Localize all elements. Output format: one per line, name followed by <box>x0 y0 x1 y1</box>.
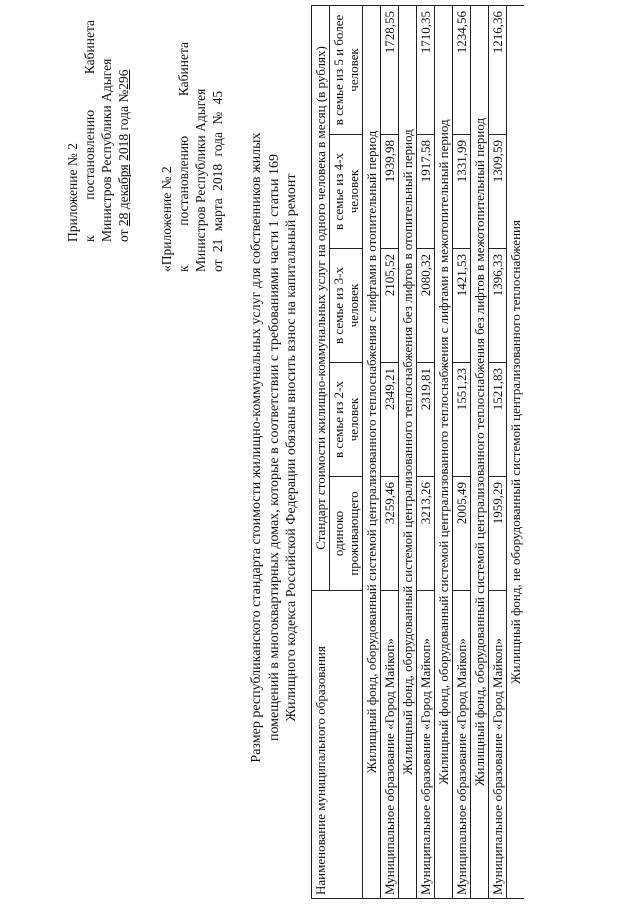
row-name: Муниципальное образование «Город Майкоп» <box>381 591 399 899</box>
appendix-old-line1: «Приложение № 2 <box>159 166 174 272</box>
cell-value: 1396,33 <box>489 249 507 363</box>
table-row <box>489 5 507 898</box>
cell-value: 2005,49 <box>453 477 471 591</box>
appendix-new-line4: от 28 декабря 2018 года №296 <box>116 69 131 242</box>
row-name: Муниципальное образование «Город Майкоп» <box>489 591 507 899</box>
header-family-2: в семье из 2-х человек <box>330 363 363 477</box>
appendix-new-line1: Приложение № 2 <box>65 143 80 242</box>
section-heading: Жилищный фонд, оборудованный системой централизованного теплоснабжения без лифтов в отопительный период <box>399 5 417 898</box>
cell-value: 2080,32 <box>417 249 435 363</box>
cell-value: 1551,23 <box>453 363 471 477</box>
section-heading: Жилищный фонд, оборудованный системой централизованного теплоснабжения с лифтами в отопительный период <box>363 5 381 898</box>
appendix-old-line2: к постановлению Кабинета <box>176 41 191 272</box>
table-row <box>417 5 435 898</box>
appendix-new-line3: Министров Республики Адыгея <box>99 58 114 242</box>
appendix-new-block <box>64 20 132 242</box>
cell-value: 1728,55 <box>381 5 399 134</box>
section-heading: Жилищный фонд, оборудованный системой централизованного теплоснабжения без лифтов в межотопительный период <box>471 5 489 898</box>
title-line2: помещений в многоквартирных домах, которые в соответствии с требованиями части 1 статьи 169 <box>266 153 282 742</box>
cell-value: 1216,36 <box>489 5 507 134</box>
cell-value: 2105,52 <box>381 249 399 363</box>
row-name: Муниципальное образование «Город Майкоп» <box>417 591 435 899</box>
cell-value: 1710,35 <box>417 5 435 134</box>
table-row <box>453 5 471 898</box>
title-line3: Жилищного кодекса Российской Федерации обязаны вносить взнос на капитальный ремонт <box>284 173 299 722</box>
cell-value: 1309,59 <box>489 135 507 249</box>
header-standard-group: Стандарт стоимости жилищно-коммунальных услуг на одного человека в месяц (в рублях) <box>312 5 330 590</box>
header-family-4: в семье из 4-х человек <box>330 135 363 249</box>
date-month: декабря <box>116 164 131 210</box>
header-family-5plus: в семье из 5 и более человек <box>330 5 363 134</box>
cell-value: 3213,26 <box>417 477 435 591</box>
standard-cost-table <box>311 5 524 899</box>
appendix-new-line2: к постановлению Кабинета <box>82 19 97 242</box>
section-heading: Жилищный фонд, не оборудованный системой централизованного теплоснабжения <box>507 5 525 898</box>
document-title <box>248 50 301 845</box>
appendix-old-line3: Министров Республики Адыгея <box>193 88 208 272</box>
header-municipality: Наименование муниципального образования <box>312 591 363 899</box>
table-row <box>381 5 399 898</box>
cell-value: 1917,58 <box>417 135 435 249</box>
date-day: 28 <box>116 212 131 227</box>
header-family-3: в семье из 3-х человек <box>330 249 363 363</box>
cell-value: 1421,53 <box>453 249 471 363</box>
cell-value: 1331,99 <box>453 135 471 249</box>
header-single: одиноко проживающего <box>330 477 363 591</box>
cell-value: 1521,83 <box>489 363 507 477</box>
cell-value: 1959,29 <box>489 477 507 591</box>
cell-value: 3259,46 <box>381 477 399 591</box>
cell-value: 2349,21 <box>381 363 399 477</box>
date-year: 2018 <box>116 133 131 161</box>
appendix-old-block <box>158 42 226 272</box>
row-name: Муниципальное образование «Город Майкоп» <box>453 591 471 899</box>
section-heading: Жилищный фонд, оборудованный системой централизованного теплоснабжения с лифтами в межотопительный период <box>435 5 453 898</box>
cell-value: 2319,81 <box>417 363 435 477</box>
cell-value: 1234,56 <box>453 5 471 134</box>
cell-value: 1939,98 <box>381 135 399 249</box>
title-line1: Размер республиканского стандарта стоимости жилищно-коммунальных услуг для собственников жилых <box>249 132 264 763</box>
appendix-old-line4: от 21 марта 2018 года № 45 <box>210 90 225 272</box>
doc-number: 296 <box>116 69 131 90</box>
